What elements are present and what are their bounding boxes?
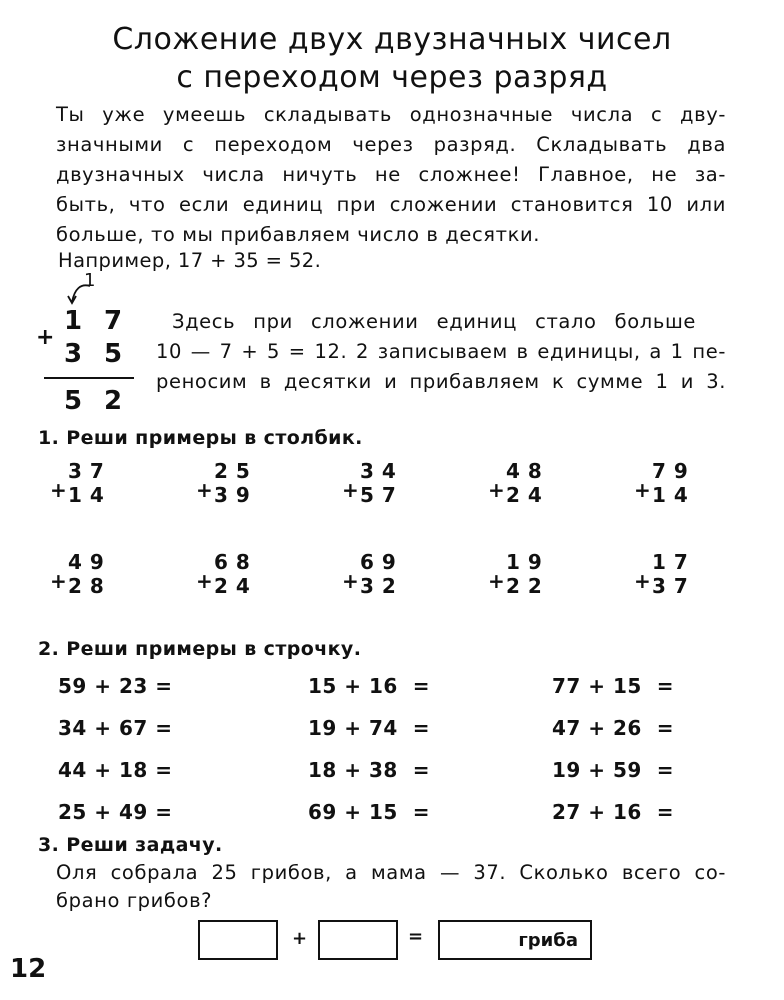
- plus-sign: +: [634, 569, 651, 593]
- addend-1: 49: [68, 550, 112, 574]
- plus-sign: +: [634, 478, 651, 502]
- addend-2: 14: [652, 483, 696, 507]
- intro-line-1: Ты уже умеешь складывать однозначные числа с дву-: [56, 103, 726, 126]
- task3-line-2: брано грибов?: [56, 889, 213, 912]
- explanation-line-1: Здесь при сложении единиц стало больше: [172, 310, 696, 333]
- row-problem: 77 + 15 =: [552, 674, 675, 698]
- explanation-line-2: 10 — 7 + 5 = 12. 2 записываем в единицы, а 1 пе-: [156, 340, 726, 363]
- addend-2: 39: [214, 483, 258, 507]
- plus-sign: +: [488, 569, 505, 593]
- addend-1: 17: [652, 550, 696, 574]
- example-result-tens: 5: [64, 386, 83, 416]
- example-row1-units: 7: [104, 306, 123, 336]
- addend-1: 34: [360, 459, 404, 483]
- example-plus-sign: +: [36, 325, 55, 350]
- answer-box-result[interactable]: [438, 920, 592, 960]
- row-problem: 34 + 67 =: [58, 716, 173, 740]
- addend-2: 32: [360, 574, 404, 598]
- page-number: 12: [10, 954, 47, 984]
- page-title-line-1: Сложение двух двузначных чисел: [112, 22, 672, 57]
- explanation-line-3: реносим в десятки и прибавляем к сумме 1 и 3.: [156, 370, 726, 393]
- example-row2-tens: 3: [64, 339, 83, 369]
- plus-sign: +: [50, 569, 67, 593]
- plus-sign: +: [196, 569, 213, 593]
- addend-1: 25: [214, 459, 258, 483]
- column-problem: [196, 459, 296, 525]
- row-problem: 25 + 49 =: [58, 800, 173, 824]
- example-result-units: 2: [104, 386, 123, 416]
- addend-1: 69: [360, 550, 404, 574]
- row-problem: 19 + 74 =: [308, 716, 431, 740]
- answer-equals-sign: =: [408, 926, 424, 947]
- addend-2: 22: [506, 574, 550, 598]
- addend-1: 48: [506, 459, 550, 483]
- plus-sign: +: [342, 478, 359, 502]
- column-problem: [488, 550, 588, 616]
- column-problem: [488, 459, 588, 525]
- plus-sign: +: [342, 569, 359, 593]
- answer-unit: гриба: [518, 930, 578, 951]
- plus-sign: +: [50, 478, 67, 502]
- example-row1-tens: 1: [64, 306, 83, 336]
- answer-plus-sign: +: [292, 928, 308, 949]
- column-problem: [50, 459, 150, 525]
- plus-sign: +: [488, 478, 505, 502]
- addend-1: 19: [506, 550, 550, 574]
- column-problem: [634, 550, 734, 616]
- addend-2: 57: [360, 483, 404, 507]
- column-problem: [342, 550, 442, 616]
- carry-digit: 1: [84, 270, 96, 291]
- row-problem: 27 + 16 =: [552, 800, 675, 824]
- intro-line-4: быть, что если единиц при сложении становится 10 или: [56, 193, 726, 216]
- addend-2: 37: [652, 574, 696, 598]
- row-problem: 19 + 59 =: [552, 758, 675, 782]
- example-sum-line: [44, 377, 134, 379]
- column-problem: [50, 550, 150, 616]
- addend-2: 14: [68, 483, 112, 507]
- example-row2-units: 5: [104, 339, 123, 369]
- row-problem: 44 + 18 =: [58, 758, 173, 782]
- plus-sign: +: [196, 478, 213, 502]
- task1-heading: 1. Реши примеры в столбик.: [38, 427, 363, 449]
- addend-2: 28: [68, 574, 112, 598]
- column-problem: [634, 459, 734, 525]
- task3-line-1: Оля собрала 25 грибов, а мама — 37. Сколько всего со-: [56, 861, 726, 884]
- task2-heading: 2. Реши примеры в строчку.: [38, 638, 362, 660]
- addend-1: 68: [214, 550, 258, 574]
- column-problem: [342, 459, 442, 525]
- column-problem: [196, 550, 296, 616]
- row-problem: 18 + 38 =: [308, 758, 431, 782]
- row-problem: 69 + 15 =: [308, 800, 431, 824]
- intro-line-2: значными с переходом через разряд. Складывать два: [56, 133, 726, 156]
- addend-1: 79: [652, 459, 696, 483]
- addend-2: 24: [214, 574, 258, 598]
- task3-heading: 3. Реши задачу.: [38, 834, 223, 856]
- addend-1: 37: [68, 459, 112, 483]
- example-line: Например, 17 + 35 = 52.: [58, 249, 322, 272]
- answer-box-2[interactable]: [318, 920, 398, 960]
- intro-line-3: двузначных числа ничуть не сложнее! Главное, не за-: [56, 163, 726, 186]
- intro-line-5: больше, то мы прибавляем число в десятки.: [56, 223, 541, 246]
- page-title-line-2: с переходом через разряд: [176, 60, 608, 95]
- answer-box-1[interactable]: [198, 920, 278, 960]
- addend-2: 24: [506, 483, 550, 507]
- row-problem: 15 + 16 =: [308, 674, 431, 698]
- row-problem: 47 + 26 =: [552, 716, 675, 740]
- row-problem: 59 + 23 =: [58, 674, 173, 698]
